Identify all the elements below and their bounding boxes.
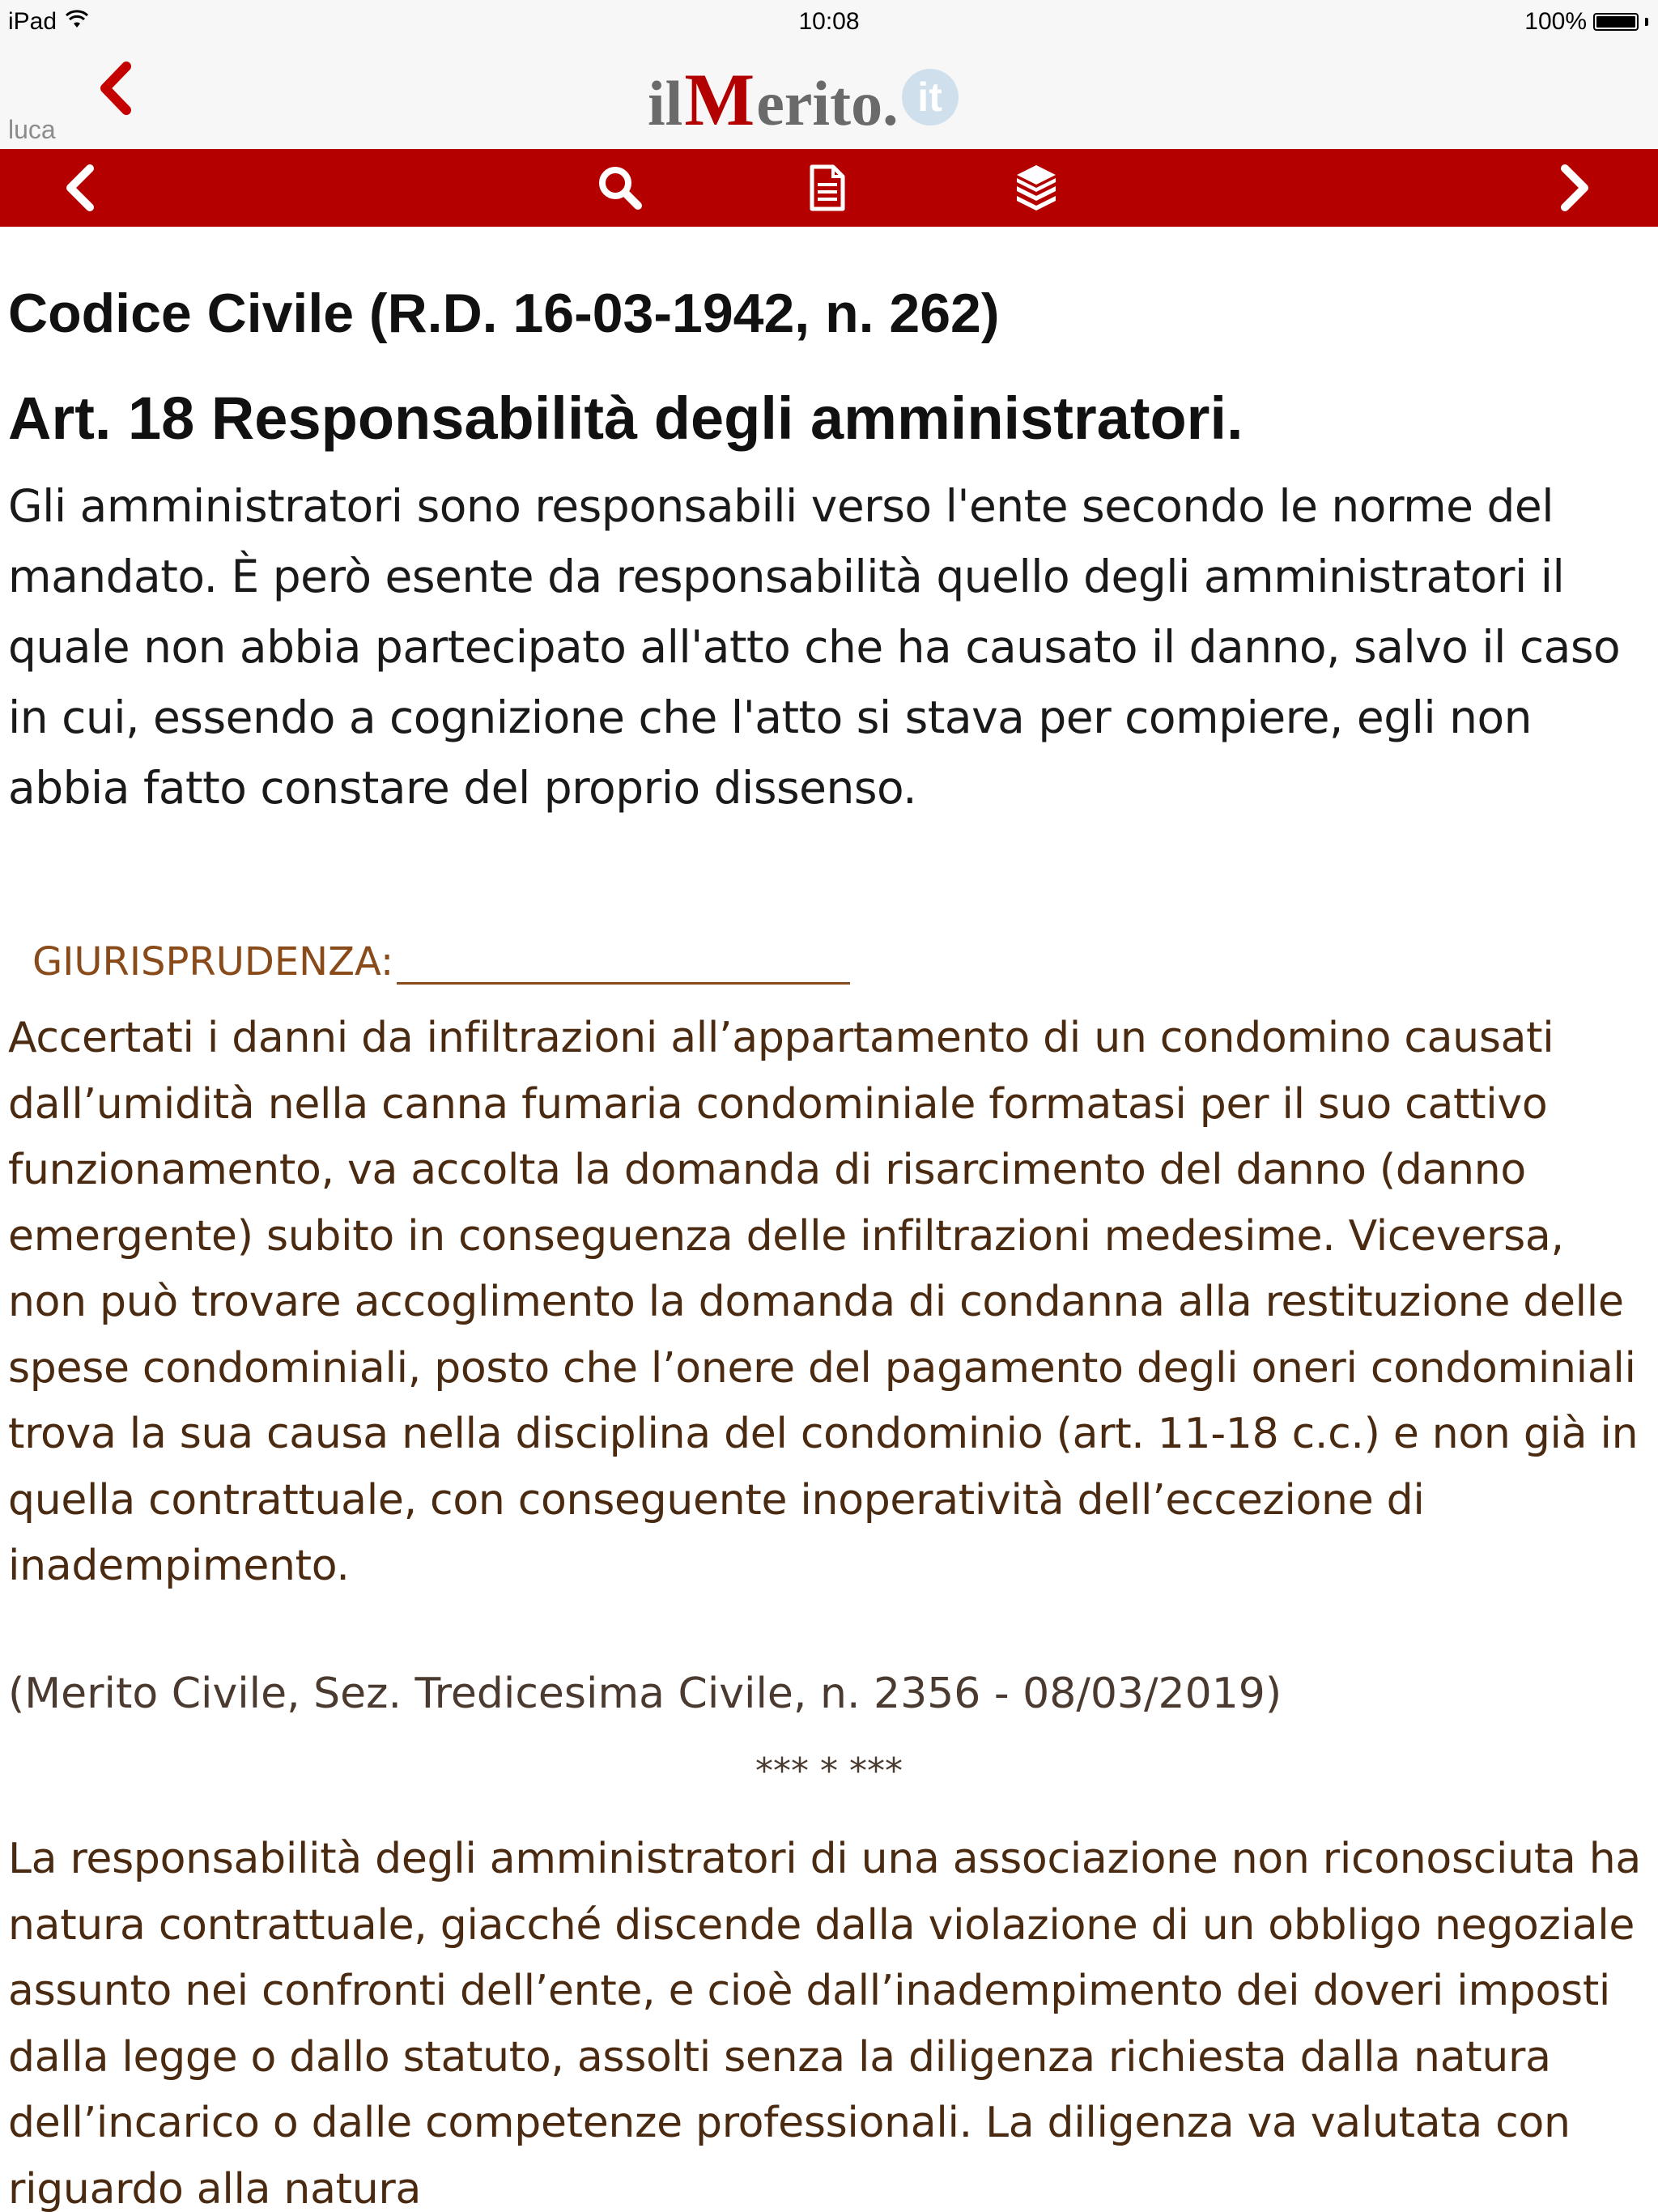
logo-rest: erito. (756, 68, 899, 138)
previous-article-button[interactable] (53, 160, 108, 215)
jurisprudence-citation: (Merito Civile, Sez. Tredicesima Civile, n. 2356 - 08/03/2019) (8, 1670, 1282, 1718)
site-logo[interactable] (648, 57, 959, 141)
chevron-right-icon (1554, 164, 1594, 212)
jurisprudence-label: GIURISPRUDENZA: (32, 939, 394, 985)
chevron-left-icon (89, 60, 146, 117)
jurisprudence-text: La responsabilità degli amministratori di una associazione non riconosciuta ha natura contrattuale, giacché discende dalla violazione di un obbligo negoziale assunto nei confronti dell’ente, e cioè dall’inadempimento dei doveri imposti dalla legge o dallo statuto, assolti senza la diligenza richiesta dalla natura dell’incarico o dalle competenze professionali. La diligenza va valutata con riguardo alla natura (8, 1835, 1641, 2212)
next-article-button[interactable] (1546, 160, 1601, 215)
toolbar (0, 149, 1658, 227)
books-button[interactable] (1009, 160, 1064, 215)
jurisprudence-heading (32, 939, 850, 985)
article-text: Gli amministratori sono responsabili verso l'ente secondo le norme del mandato. È però esente da responsabilità quello degli amministratori il quale non abbia partecipato all'atto che ha causato il danno, salvo il caso in cui, essendo a cognizione che l'atto si stava per compiere, egli non abbia fatto constare del proprio dissenso. (8, 480, 1621, 814)
search-icon (596, 164, 644, 212)
logo-prefix: il (648, 68, 683, 138)
separator: *** * *** (755, 1750, 903, 1792)
books-icon (1012, 164, 1061, 212)
battery-tip (1645, 18, 1648, 26)
status-right (1524, 8, 1648, 36)
status-bar (0, 0, 1658, 45)
app-header (0, 45, 1658, 149)
logo-suffix: it (902, 69, 959, 125)
battery-percent: 100% (1524, 8, 1587, 35)
chevron-left-icon (61, 164, 101, 212)
document-button[interactable] (800, 160, 855, 215)
battery-fill (1596, 16, 1635, 28)
article-title: Art. 18 Responsabilità degli amministratori. (8, 385, 1244, 452)
jurisprudence-text: Accertati i danni da infiltrazioni all’appartamento di un condomino causati dall’umidità nella canna fumaria condominiale formatasi per il suo cattivo funzionamento, va accolta la domanda di risarcimento del danno (danno emergente) subito in conseguenza delle infiltrazioni medesime. Viceversa, non può trovare accoglimento la domanda di condanna alla restituzione delle spese condominiali, posto che l’onere del pagamento degli oneri condominiali trova la sua causa nella disciplina del condominio (art. 11-18 c.c.) e non già in quella contrattuale, con conseguente inoperatività dell’eccezione di inadempimento. (8, 1014, 1639, 1590)
logo-initial: M (684, 58, 755, 141)
back-button[interactable] (89, 60, 146, 117)
article-content (0, 227, 1658, 2212)
heading-underline (397, 943, 850, 985)
user-label: luca (8, 115, 56, 144)
code-title: Codice Civile (R.D. 16-03-1942, n. 262) (8, 283, 1000, 344)
document-icon (807, 164, 848, 212)
search-button[interactable] (593, 160, 648, 215)
status-time: 10:08 (798, 8, 860, 35)
battery-icon (1593, 13, 1639, 31)
device-name: iPad (8, 8, 57, 35)
